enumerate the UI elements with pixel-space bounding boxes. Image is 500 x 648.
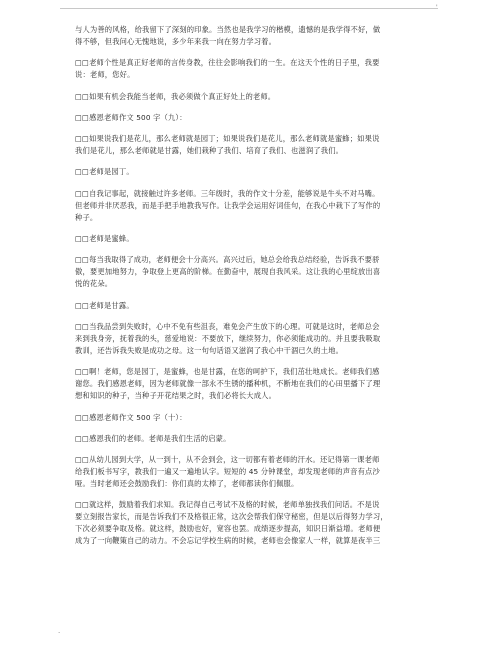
text-line: 得不够，但我问心无愧地说，多少年来我一向在努力学习着。	[75, 37, 277, 46]
text-line: □□老师是甘露。	[75, 300, 134, 310]
paragraph	[75, 188, 435, 224]
text-line: □□老师个性是真正好老师的言传身教，往往会影响我们的一生。在这天个性的日子里，我要	[75, 58, 380, 68]
text-line: □□如果说我们是花儿，那么老师就是园丁；如果说我们是花儿，那么老师就是蜜蜂；如果说	[75, 134, 380, 144]
paragraph	[75, 24, 435, 48]
paragraph	[75, 254, 435, 290]
text-line: 与人为善的风格，给我留下了深刻的印象。当然也是我学习的楷模，遗憾的是我学得不好，做	[75, 25, 381, 34]
text-line: 要立刻报告家长，而是告诉我们不及格很正常，这次会帮我们保守秘密，但是以后得努力学习，	[75, 512, 388, 522]
text-line: □□老师是园丁。	[75, 167, 134, 177]
text-line: □□当我品尝到失败时，心中不免有些沮丧，难免会产生放下的心理。可就是这时，老师总会	[75, 321, 380, 331]
text-line: 教训，还告诉我失败是成功之母。这一句句话语又滋润了我心中干涸已久的土地。	[75, 345, 344, 355]
paragraph	[75, 133, 435, 157]
text-line: 我们是花儿，那么老师就是甘露，她们栽种了我们、培育了我们、也滋润了我们。	[75, 146, 344, 156]
text-line: □□感恩老师作文 500 字（九）：	[75, 112, 187, 122]
text-line: □□感恩我们的老师。老师是我们生活的启蒙。	[75, 433, 231, 443]
text-line: 下次必须要争取及格。就这样，鼓励也好，宽容也罢。成绩逐步提高，知识日渐益增。老师便	[75, 524, 381, 534]
text-line: □□自我记事起，就接触过许多老师。三年级时，我的作文十分差，能够说是牛头不对马嘴。	[75, 188, 380, 198]
text-line: 谢您。我们感恩老师，因为老师就像一部永不生锈的播种机，不断地在我们的心田里播下了理	[75, 379, 381, 389]
text-line: 想和知识的种子，当种子开花结果之时，我们必将长大成人。	[75, 391, 277, 401]
text-line: 哑。当时老师还会鼓励我们：你们真的太棒了，老师都读你们佩服。	[75, 479, 299, 489]
text-line: 种子。	[75, 212, 98, 222]
text-line: 来到我身旁，抚着我的头，慈爱地说：不要放下，继续努力，你必须能成功的。并且要我吸取	[75, 333, 381, 343]
text-line: 成为了一向鞭策自己的动力。不会忘记学校生病的时候，老师也会像家人一样，就算是夜半三	[75, 536, 381, 546]
paragraph	[75, 91, 435, 103]
text-line: □□每当我取得了成功，老师便会十分高兴。高兴过后，她总会给我总结经验，告诉我不要骄	[75, 255, 380, 265]
text-line: □□就这样，鼓励着我们求知。我记得自己考试不及格的时候，老师单独找我们问话。不是说	[75, 500, 380, 510]
paragraph	[75, 412, 435, 424]
text-line: □□如果有机会我能当老师，我必须做个真正好处上的老师。	[75, 91, 276, 101]
text-line: □□老师是蜜蜂。	[75, 234, 134, 244]
page-corner-mark-top: '	[436, 4, 438, 11]
paragraph	[75, 57, 435, 81]
text-line: 傲，要更加地努力，争取登上更高的阶梯。在勤奋中，展现自我风采。这让我的心里绽放出喜	[75, 267, 381, 277]
text-line: □□啊！老师，您是园丁，是蜜蜂，也是甘露，在您的呵护下，我们茁壮地成长。老师我们感	[75, 367, 380, 377]
page-corner-mark-bottom: .	[58, 627, 61, 635]
paragraph	[75, 321, 435, 357]
text-line: □□从幼儿园到大学，从一到十，从不会到会，这一切都有着老师的汗水。还记得第一课老师	[75, 455, 380, 465]
paragraph	[75, 166, 435, 178]
text-line: □□感恩老师作文 500 字（十）：	[75, 412, 187, 422]
text-line: 但老师并非厌恶我，而是手把手地教我写作。让我学会运用好词佳句，在我心中栽下了写作的	[75, 200, 381, 210]
paragraph	[75, 433, 435, 445]
text-line: 给我们板书写字，教我们一遍又一遍地认字。短短的 45 分钟课堂，却发现老师的声音有点沙	[75, 467, 380, 477]
paragraph	[75, 233, 435, 245]
paragraph	[75, 112, 435, 124]
paragraph	[75, 366, 435, 402]
text-line: 说：老师，您好。	[75, 70, 135, 80]
paragraph	[75, 454, 435, 490]
paragraph	[75, 499, 435, 547]
paragraph	[75, 300, 435, 312]
text-line: 悦的花朵。	[75, 279, 113, 289]
header-rule	[60, 8, 438, 9]
document-body	[75, 24, 435, 557]
